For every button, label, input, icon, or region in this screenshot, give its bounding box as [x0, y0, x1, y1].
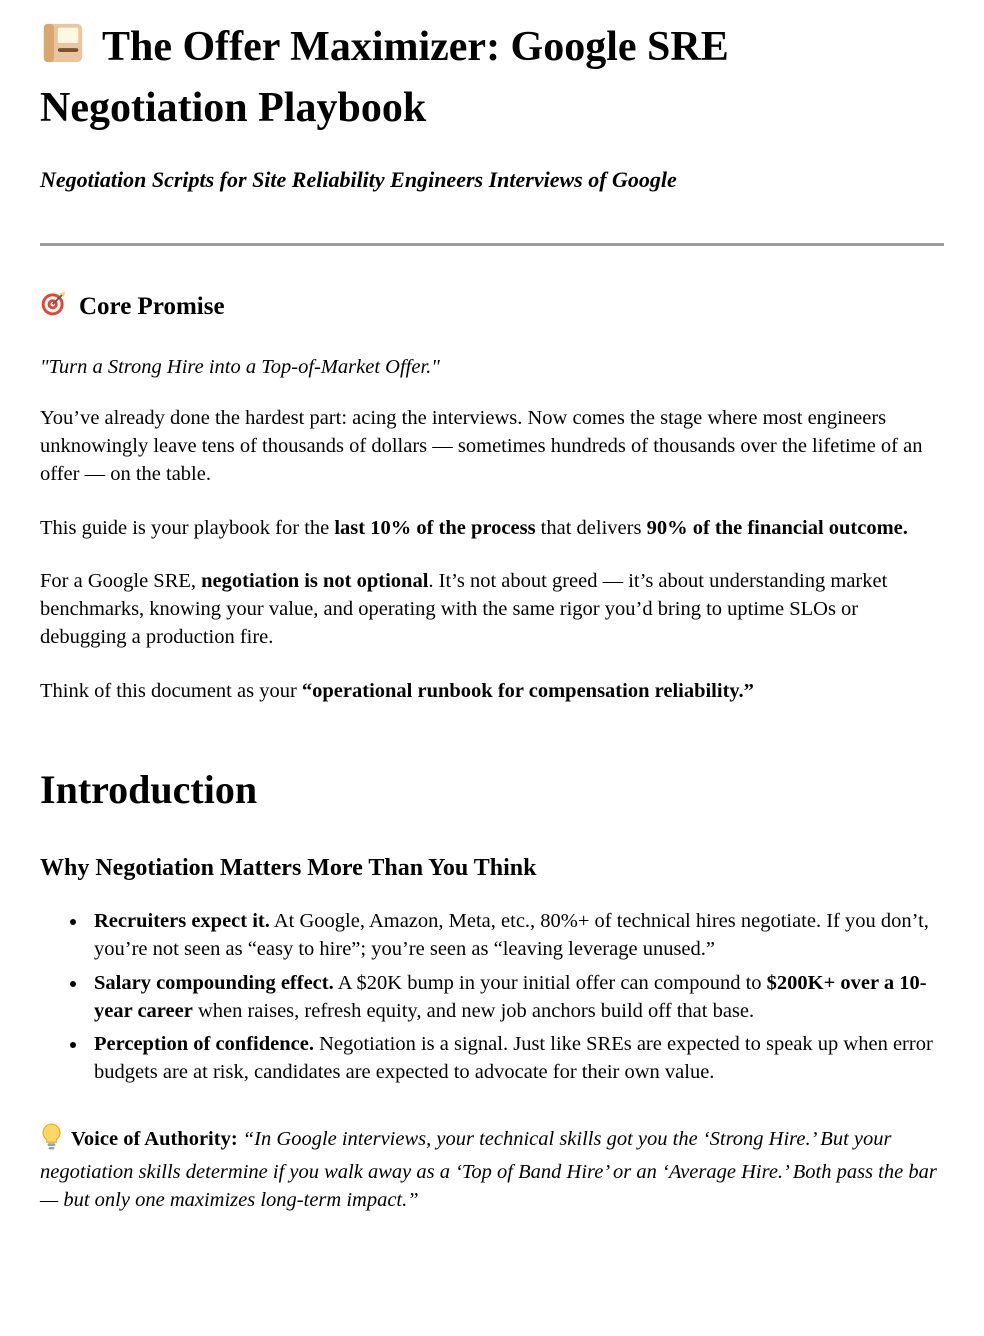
introduction-subheading: Why Negotiation Matters More Than You Think — [40, 854, 537, 881]
page-title — [40, 20, 944, 137]
bullet-item-recruiters: • Recruiters expect it. At Google, Amazon, Meta, etc., 80%+ of technical hires negotiate. If you don’t, you’re not seen as “easy to hire”; you’re seen as “leaving leverage unused.” — [88, 908, 944, 964]
page-title-text: The Offer Maximizer: Google SRE Negotiation Playbook — [40, 24, 729, 132]
paragraph-not-optional: For a Google SRE, negotiation is not optional. It’s not about greed — it’s about understanding market benchmarks, knowing your value, and operating with the same rigor you’d bring to uptime SLOs or debugging a production fire. — [40, 570, 888, 649]
lightbulb-icon — [40, 1123, 63, 1159]
notebook-icon — [40, 20, 86, 81]
bullet-item-compounding: • Salary compounding effect. A $20K bump in your initial offer can compound to $200K+ over a 10-year career when raises, refresh equity, and new job anchors build off that base. — [88, 970, 944, 1026]
target-icon — [40, 290, 67, 324]
voice-of-authority — [40, 1123, 944, 1215]
core-promise-heading-text: Core Promise — [79, 292, 225, 320]
paragraph-hardest-part: You’ve already done the hardest part: acing the interviews. Now comes the stage where most engineers unknowingly leave tens of thousands of dollars — sometimes hundreds of thousands over the lifetime of an offer — on the table. — [40, 406, 923, 485]
introduction-heading: Introduction — [40, 766, 258, 812]
paragraph-runbook: Think of this document as your “operational runbook for compensation reliability.” — [40, 680, 754, 702]
core-promise-quote: "Turn a Strong Hire into a Top-of-Market Offer." — [40, 355, 440, 378]
bullet-list — [40, 908, 944, 1087]
paragraph-playbook: This guide is your playbook for the last 10% of the process that delivers 90% of the financial outcome. — [40, 516, 908, 539]
core-promise-heading — [40, 290, 944, 324]
voice-of-authority-text: Voice of Authority: “In Google interviews, your technical skills got you the ‘Strong Hire.’ But your negotiation skills determine if you walk away as a ‘Top of Band Hire’ or an ‘Average Hire.’ Both pass the bar — but only one maximizes long-term impact.” — [40, 1128, 937, 1211]
bullet-item-confidence: • Perception of confidence. Negotiation is a signal. Just like SREs are expected to speak up when error budgets are at risk, candidates are expected to advocate for their own value. — [88, 1031, 944, 1087]
section-divider — [40, 243, 944, 246]
page-subtitle: Negotiation Scripts for Site Reliability Engineers Interviews of Google — [40, 166, 677, 192]
